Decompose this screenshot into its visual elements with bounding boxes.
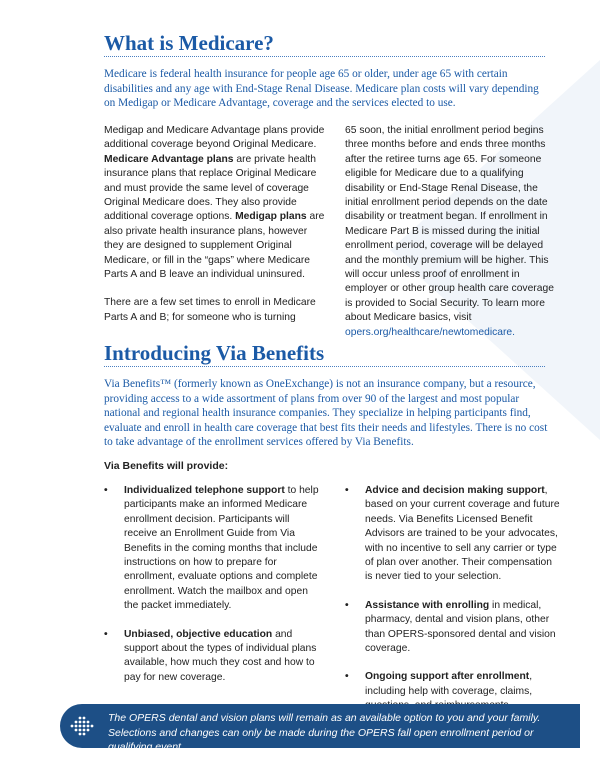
list-item: • Individualized telephone support to help participants make an informed Medicare enrollment decision. Participants will receive an Enrollment Guide from Via Benefits in the coming months that include instructions on how to prepare for enrollment, evaluate options and complete enrollment. Watch the mailbox and open the packet immediately. [104, 485, 319, 612]
bullet-icon: • [345, 599, 349, 611]
dotted-arrow-icon [68, 712, 96, 740]
section-title-medicare: What is Medicare? [104, 31, 274, 55]
list-item: • Advice and decision making support, based on your current coverage and future needs. Via Benefits Licensed Benefit Advisors are trained to be your advocates, with no incentive to sell any carrier or type of plan over another. Their compensation is never tied to your selection. [345, 485, 560, 583]
list-item: • Ongoing support after enrollment, including help with coverage, claims, [345, 671, 533, 697]
bullet-list-right [345, 484, 560, 728]
medicare-paragraph-1: Medigap and Medicare Advantage plans provide additional coverage beyond Original Medicare. Medicare Advantage plans are private health insurance plans that replace Original Medicare and must provide the same level of coverage Original Medicare does. They also provide additional coverage options. Medigap plans are also private health insurance plans, however they are designed to supplement Original Medicare, or fill in the “gaps” where Medicare Parts A and B leave an individual uninsured. [104, 125, 325, 281]
medicare-column-left [104, 124, 329, 339]
medicare-intro: Medicare is federal health insurance for people age 65 or older, under age 65 with certain disabilities and any age with End-Stage Renal Disease. Medicare plan costs will vary depending on Medigap or Medicare Advantage, coverage and the services elected to use. [104, 68, 539, 109]
bullet-icon: • [345, 671, 349, 683]
newtomedicare-link[interactable]: opers.org/healthcare/newtomedicare. [345, 326, 515, 338]
list-item: • Assistance with enrolling in medical, pharmacy, dental and vision plans, other than OPERS-sponsored dental and vision coverage. [345, 599, 556, 655]
via-benefits-intro: Via Benefits™ (formerly known as OneExchange) is not an insurance company, but a resource, providing access to a wide assortment of plans from over 90 of the largest and most popular national and regional health insurance companies. They specialize in helping participants find, evaluate and enroll in health care coverage that best fits their needs and lifestyles. There is no cost to take advantage of the enrollment services offered by Via Benefits. [104, 378, 548, 448]
medicare-column-right [345, 124, 560, 354]
divider [104, 366, 545, 367]
section-title-via-benefits: Introducing Via Benefits [104, 341, 325, 365]
divider [104, 56, 545, 57]
bullet-icon: • [345, 485, 349, 496]
bullet-icon: • [104, 628, 108, 640]
bullet-list-left [104, 484, 324, 699]
medicare-paragraph-3: 65 soon, the initial enrollment period begins three months before and ends three months after the retiree turns age 65. For someone eligible for Medicare due to a qualifying disability or End-Stage Renal Disease, the initial enrollment period depends on the date disability or treatment began. If enrollment in Medicare Part B is missed during the initial enrollment period, coverage will be delayed and the monthly premium will be higher. This will occur unless proof of enrollment in employer or other group health care coverage is provided to Social Security. To learn more about Medicare basics, visit opers.org/healthcare/newtomedicare. [345, 125, 554, 338]
provide-heading: Via Benefits will provide: [104, 460, 229, 472]
info-banner [60, 704, 580, 753]
list-item: • Unbiased, objective education and support about the types of individual plans available, how much they cost and how to pay for new coverage. [104, 628, 317, 683]
banner-text: The OPERS dental and vision plans will remain as an available option to you and your family. Selections and changes can only be made during the OPERS fall open enrollment period or qualifying event. [108, 712, 541, 753]
medicare-paragraph-2: There are a few set times to enroll in Medicare Parts A and B; for someone who is turning [104, 297, 316, 323]
bullet-icon: • [104, 485, 108, 496]
